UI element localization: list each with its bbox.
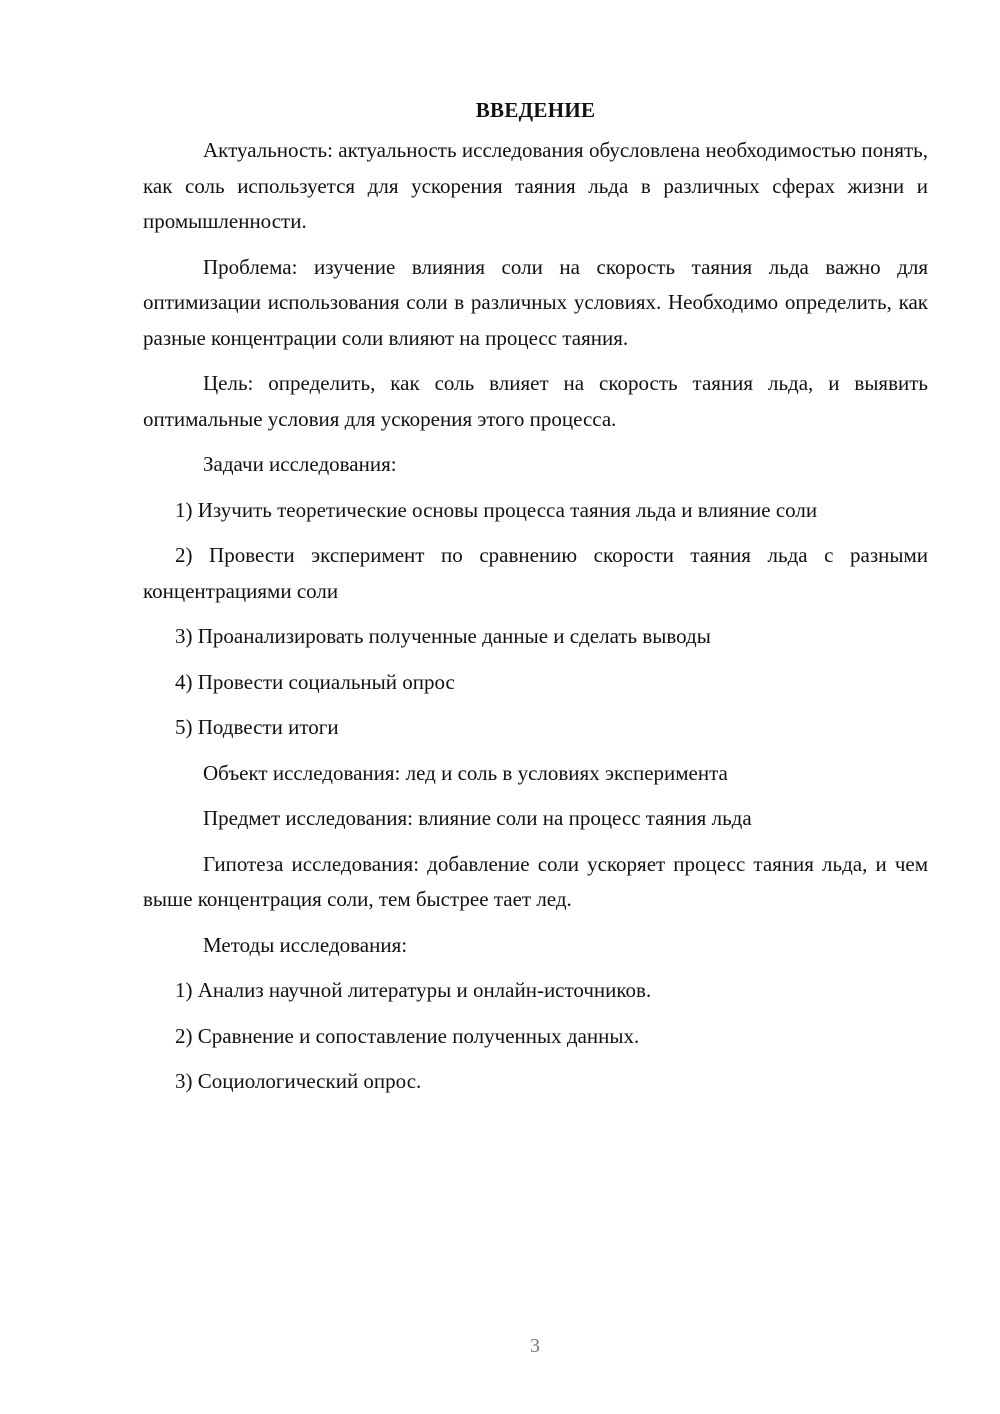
section-title: ВВЕДЕНИЕ bbox=[475, 98, 596, 122]
paragraph-relevance: Актуальность: актуальность исследования обусловлена необходимостью понять, как соль используется для ускорения таяния льда в различных сферах жизни и промышленности. bbox=[143, 138, 928, 233]
document-body bbox=[143, 93, 928, 1110]
method-item-2: 2) Сравнение и сопоставление полученных данных. bbox=[175, 1023, 640, 1048]
page-number: 3 bbox=[530, 1335, 540, 1357]
task-item-1: 1) Изучить теоретические основы процесса таяния льда и влияние соли bbox=[175, 497, 818, 522]
methods-heading: Методы исследования: bbox=[203, 932, 408, 957]
task-item-3: 3) Проанализировать полученные данные и сделать выводы bbox=[175, 624, 711, 648]
paragraph-goal: Цель: определить, как соль влияет на скорость таяния льда, и выявить оптимальные условия для ускорения этого процесса. bbox=[143, 371, 928, 431]
task-item-5: 5) Подвести итоги bbox=[175, 715, 339, 739]
paragraph-problem: Проблема: изучение влияния соли на скорость таяния льда важно для оптимизации использования соли в различных условиях. Необходимо определить, как разные концентрации соли влияют на процесс таяния. bbox=[143, 254, 928, 350]
method-item-1: 1) Анализ научной литературы и онлайн-источников. bbox=[175, 978, 652, 1002]
tasks-heading: Задачи исследования: bbox=[203, 452, 397, 476]
method-item-3: 3) Социологический опрос. bbox=[175, 1069, 422, 1093]
paragraph-hypothesis: Гипотеза исследования: добавление соли ускоряет процесс таяния льда, и чем выше концентрация соли, тем быстрее тает лед. bbox=[143, 851, 928, 911]
task-item-4: 4) Провести социальный опрос bbox=[175, 669, 455, 694]
task-item-2: 2) Провести эксперимент по сравнению скорости таяния льда с разными концентрациями соли bbox=[143, 543, 928, 603]
paragraph-object: Объект исследования: лед и соль в условиях эксперимента bbox=[203, 760, 728, 785]
paragraph-subject: Предмет исследования: влияние соли на процесс таяния льда bbox=[203, 806, 752, 830]
